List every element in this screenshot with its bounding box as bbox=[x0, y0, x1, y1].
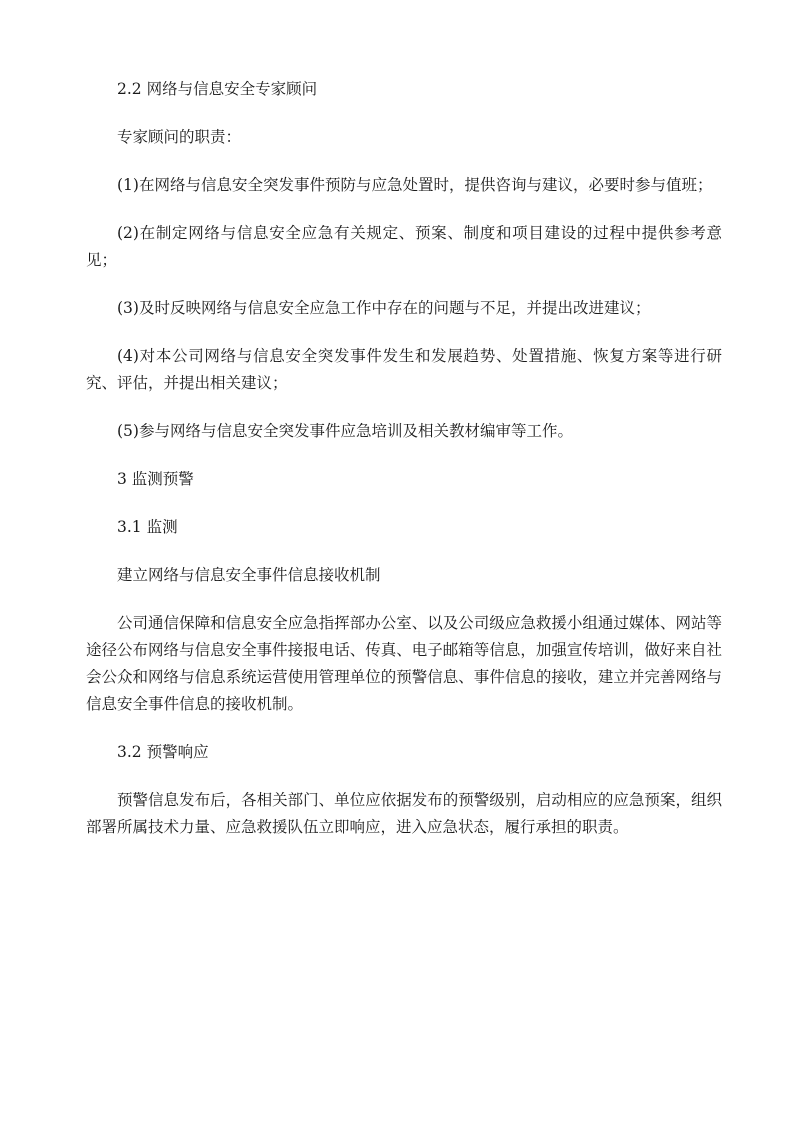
document-page bbox=[86, 76, 722, 862]
section-heading-3-1: 3.1 监测 bbox=[117, 518, 178, 536]
paragraph-duties-intro: 专家顾问的职责： bbox=[117, 128, 242, 146]
list-item-duty-4: (4)对本公司网络与信息安全突发事件发生和发展趋势、处置措施、恢复方案等进行研究、评估，并提出相关建议； bbox=[86, 347, 722, 392]
paragraph-info-mechanism-body: 公司通信保障和信息安全应急指挥部办公室、以及公司级应急救援小组通过媒体、网站等途径公布网络与信息安全事件接报电话、传真、电子邮箱等信息，加强宣传培训，做好来自社会公众和网络与信息系统运营使用管理单位的预警信息、事件信息的接收，建立并完善网络与信息安全事件信息的接收机制。 bbox=[86, 614, 722, 713]
section-heading-3: 3 监测预警 bbox=[117, 470, 194, 488]
paragraph-warning-response-body: 预警信息发布后，各相关部门、单位应依据发布的预警级别，启动相应的应急预案，组织部署所属技术力量、应急救援队伍立即响应，进入应急状态，履行承担的职责。 bbox=[86, 791, 722, 836]
list-item-duty-5: (5)参与网络与信息安全突发事件应急培训及相关教材编审等工作。 bbox=[117, 422, 573, 440]
subheading-info-mechanism: 建立网络与信息安全事件信息接收机制 bbox=[117, 566, 381, 584]
list-item-duty-3: (3)及时反映网络与信息安全应急工作中存在的问题与不足，并提出改进建议； bbox=[117, 299, 651, 317]
list-item-duty-2: (2)在制定网络与信息安全应急有关规定、预案、制度和项目建设的过程中提供参考意见； bbox=[86, 224, 722, 269]
section-heading-3-2: 3.2 预警响应 bbox=[117, 743, 209, 761]
list-item-duty-1: (1)在网络与信息安全突发事件预防与应急处置时，提供咨询与建议，必要时参与值班； bbox=[117, 176, 713, 194]
section-heading-2-2: 2.2 网络与信息安全专家顾问 bbox=[117, 80, 318, 98]
